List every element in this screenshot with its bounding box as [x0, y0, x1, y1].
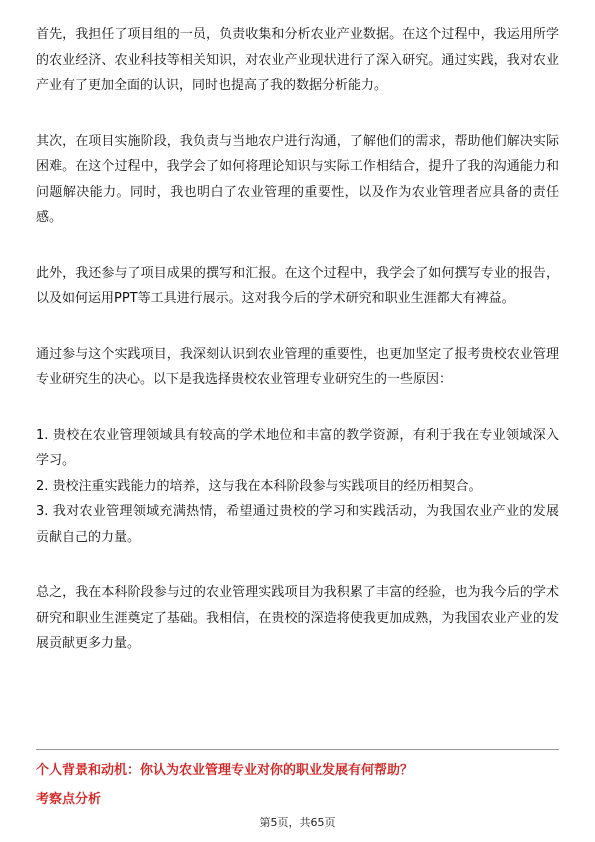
section-subtitle: 考察点分析	[36, 792, 102, 807]
paragraph-3: 此外，我还参与了项目成果的撰写和汇报。在这个过程中，我学会了如何撰写专业的报告，以及如何运用PPT等工具进行展示。这对我今后的学术研究和职业生涯都大有裨益。	[36, 265, 559, 306]
conclusion-paragraph: 总之，我在本科阶段参与过的农业管理实践项目为我积累了丰富的经验，也为我今后的学术研究和职业生涯奠定了基础。我相信，在贵校的深造将使我更加成熟，为我国农业产业的发展贡献更多力量。	[36, 585, 559, 651]
section-title: 个人背景和动机：你认为农业管理专业对你的职业发展有何帮助？	[36, 763, 414, 778]
paragraph-1: 首先，我担任了项目组的一员，负责收集和分析农业产业数据。在这个过程中，我运用所学的农业经济、农业科技等相关知识，对农业产业现状进行了深入研究。通过实践，我对农业产业有了更加全面的认识，同时也提高了我的数据分析能力。	[36, 27, 559, 93]
page-number: 第5页，共65页	[259, 816, 336, 829]
list-item: 2. 贵校注重实践能力的培养，这与我在本科阶段参与实践项目的经历相契合。	[36, 478, 482, 494]
paragraph-2: 其次，在项目实施阶段，我负责与当地农户进行沟通，了解他们的需求，帮助他们解决实际困难。在这个过程中，我学会了如何将理论知识与实际工作相结合，提升了我的沟通能力和问题解决能力。同时，我也明白了农业管理的重要性，以及作为农业管理者应具备的责任感。	[36, 133, 559, 225]
document-body	[36, 22, 559, 687]
section-divider	[36, 749, 559, 750]
paragraph-4: 通过参与这个实践项目，我深刻认识到农业管理的重要性，也更加坚定了报考贵校农业管理专业研究生的决心。以下是我选择贵校农业管理专业研究生的一些原因：	[36, 346, 559, 387]
list-item: 1. 贵校在农业管理领域具有较高的学术地位和丰富的教学资源，有利于我在专业领域深入学习。	[36, 427, 559, 468]
list-item: 3. 我对农业管理领域充满热情，希望通过贵校的学习和实践活动，为我国农业产业的发展贡献自己的力量。	[36, 504, 559, 545]
reasons-list	[36, 423, 559, 551]
